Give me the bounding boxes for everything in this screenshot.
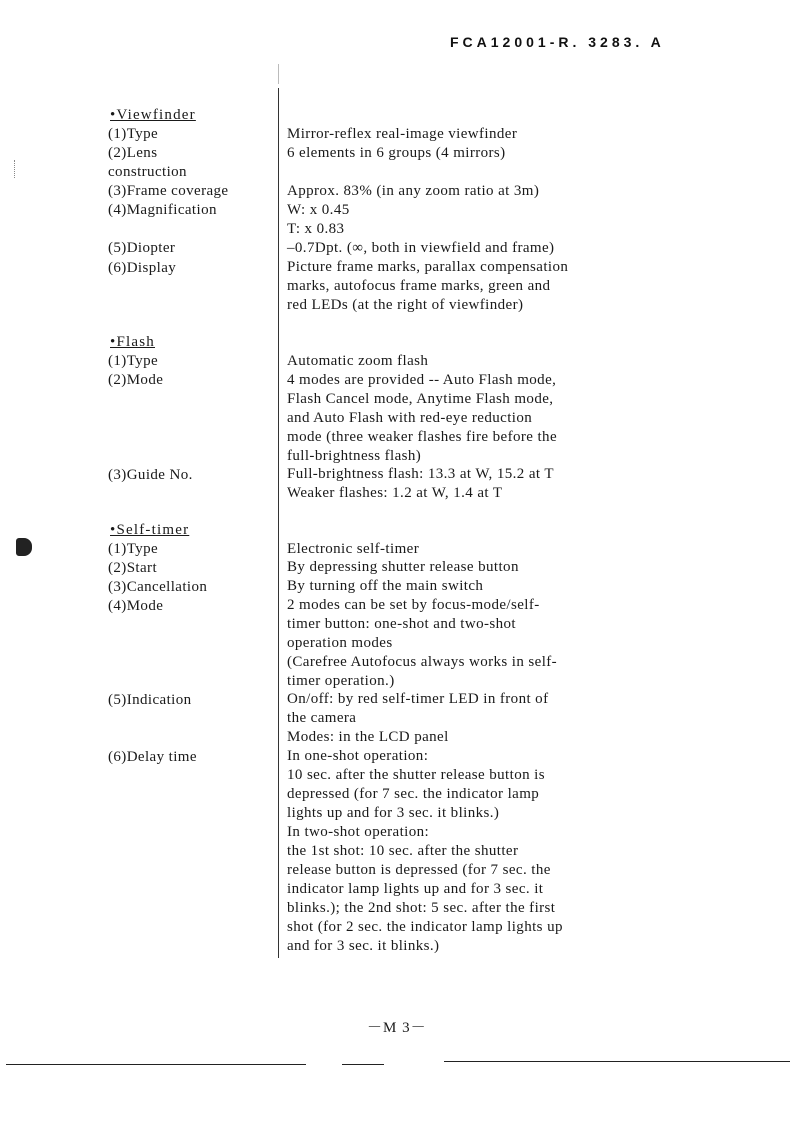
spec-label: (3)Cancellation	[108, 579, 208, 595]
spec-label: (4)Mode	[108, 598, 164, 614]
spec-value: timer button: one-shot and two-shot	[287, 616, 516, 632]
footer-rule-right	[444, 1061, 790, 1062]
footer-rule-middle	[342, 1064, 384, 1065]
spec-label: (2)Mode	[108, 372, 164, 388]
spec-value: By depressing shutter release button	[287, 559, 519, 575]
spec-value: Weaker flashes: 1.2 at W, 1.4 at T	[287, 485, 503, 501]
spec-value: mode (three weaker flashes fire before the	[287, 429, 557, 445]
spec-value: 10 sec. after the shutter release button is	[287, 767, 545, 783]
spec-value: red LEDs (at the right of viewfinder)	[287, 297, 524, 313]
spec-value: T: x 0.83	[287, 221, 345, 237]
spec-label: (6)Delay time	[108, 749, 197, 765]
spec-value: (Carefree Autofocus always works in self-	[287, 654, 558, 670]
spec-value: timer operation.)	[287, 673, 395, 689]
spec-label: (6)Display	[108, 260, 177, 276]
spec-value: depressed (for 7 sec. the indicator lamp	[287, 786, 540, 802]
spec-label: (1)Type	[108, 126, 159, 142]
spec-value: Electronic self-timer	[287, 541, 420, 557]
spec-value: operation modes	[287, 635, 393, 651]
footer-rule-left	[6, 1064, 306, 1065]
spec-value: –0.7Dpt. (∞, both in viewfield and frame)	[287, 240, 555, 256]
spec-label: (5)Diopter	[108, 240, 176, 256]
spec-value: Modes: in the LCD panel	[287, 729, 449, 745]
spec-value: Approx. 83% (in any zoom ratio at 3m)	[287, 183, 540, 199]
scan-speck	[16, 538, 32, 556]
document-id: FCA12001-R. 3283. A	[450, 34, 665, 50]
scan-speck	[14, 160, 29, 178]
spec-value: Full-brightness flash: 13.3 at W, 15.2 at T	[287, 466, 554, 482]
spec-value: lights up and for 3 sec. it blinks.)	[287, 805, 500, 821]
spec-label: (2)Lens	[108, 145, 158, 161]
spec-value: release button is depressed (for 7 sec. the	[287, 862, 551, 878]
spec-value: shot (for 2 sec. the indicator lamp lights up	[287, 919, 563, 935]
column-divider	[278, 88, 279, 958]
column-divider	[278, 64, 279, 84]
spec-value: and Auto Flash with red-eye reduction	[287, 410, 533, 426]
spec-label: (4)Magnification	[108, 202, 217, 218]
spec-value: In two-shot operation:	[287, 824, 430, 840]
spec-value: On/off: by red self-timer LED in front of	[287, 691, 549, 707]
spec-label: (3)Frame coverage	[108, 183, 229, 199]
spec-value: Automatic zoom flash	[287, 353, 429, 369]
spec-value: 6 elements in 6 groups (4 mirrors)	[287, 145, 506, 161]
spec-value: marks, autofocus frame marks, green and	[287, 278, 551, 294]
spec-value: and for 3 sec. it blinks.)	[287, 938, 440, 954]
spec-value: In one-shot operation:	[287, 748, 429, 764]
spec-value: Mirror-reflex real-image viewfinder	[287, 126, 518, 142]
spec-value: full-brightness flash)	[287, 448, 422, 464]
spec-value: W: x 0.45	[287, 202, 350, 218]
spec-value: blinks.); the 2nd shot: 5 sec. after the first	[287, 900, 556, 916]
spec-value: By turning off the main switch	[287, 578, 484, 594]
section-title-self-timer: •Self-timer	[110, 522, 190, 538]
spec-label: (2)Start	[108, 560, 158, 576]
spec-label: (1)Type	[108, 541, 159, 557]
spec-label: (1)Type	[108, 353, 159, 369]
spec-label: (3)Guide No.	[108, 467, 193, 483]
spec-value: the 1st shot: 10 sec. after the shutter	[287, 843, 519, 859]
section-title-viewfinder: •Viewfinder	[110, 107, 196, 123]
spec-value: indicator lamp lights up and for 3 sec. it	[287, 881, 544, 897]
page-number: －M 3－	[367, 1020, 427, 1036]
spec-value: Flash Cancel mode, Anytime Flash mode,	[287, 391, 554, 407]
spec-label: construction	[108, 164, 187, 180]
spec-value: 4 modes are provided -- Auto Flash mode,	[287, 372, 557, 388]
spec-value: 2 modes can be set by focus-mode/self-	[287, 597, 540, 613]
spec-value: the camera	[287, 710, 357, 726]
section-title-flash: •Flash	[110, 334, 155, 350]
spec-value: Picture frame marks, parallax compensation	[287, 259, 569, 275]
spec-label: (5)Indication	[108, 692, 192, 708]
